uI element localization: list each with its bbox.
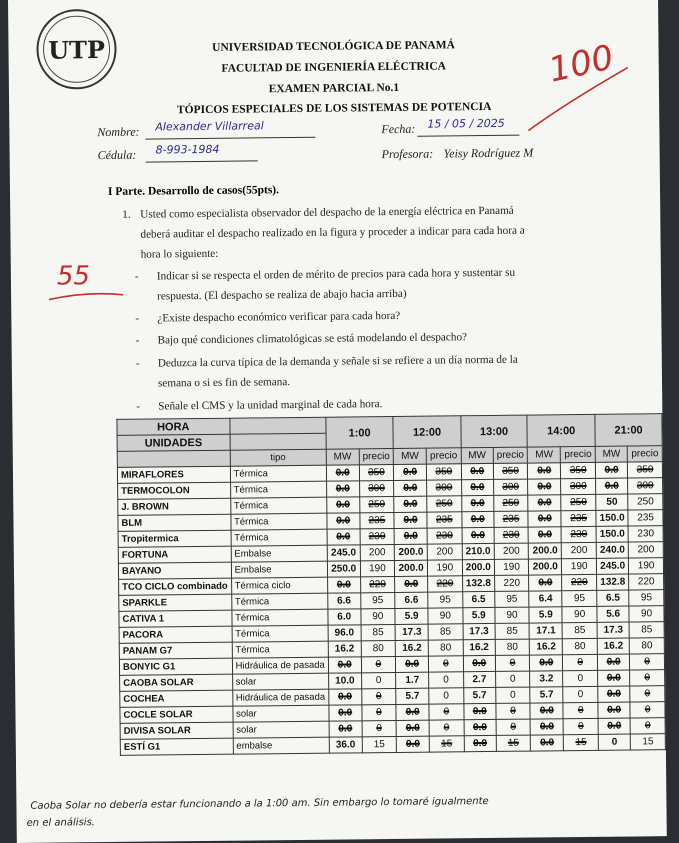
mw-cell: 6.5 (462, 591, 494, 607)
id-label: Cédula: (97, 147, 137, 163)
precio-cell: 85 (629, 622, 664, 638)
unit-name: Tropitermica (118, 530, 231, 547)
handwritten-note-line-1: Caoba Solar no debería estar funcionando a la 1:00 am. Sin embargo lo tomaré igualmente (30, 796, 489, 812)
precio-cell: 85 (361, 624, 396, 640)
unit-name: BAYANO (118, 562, 231, 579)
handwritten-note-line-2: en el análisis. (26, 817, 95, 829)
precio-cell: 190 (360, 560, 395, 576)
precio-cell: 0 (361, 704, 396, 720)
precio-header: precio (627, 446, 662, 462)
mw-cell: 5.6 (597, 606, 629, 622)
professor-label: Profesora: (381, 146, 434, 162)
precio-cell: 0 (495, 671, 530, 687)
mw-cell: 0.0 (598, 670, 630, 686)
unit-name: CATIVA 1 (119, 610, 232, 627)
precio-cell: 350 (628, 462, 663, 478)
mw-cell: 17.1 (529, 623, 562, 639)
mw-cell: 50 (596, 494, 628, 510)
precio-cell: 0 (630, 718, 665, 734)
mw-cell: 17.3 (463, 623, 495, 639)
precio-cell: 80 (428, 640, 463, 656)
mw-header: MW (461, 447, 493, 463)
exam-sheet (8, 0, 667, 843)
mw-cell: 150.0 (596, 526, 628, 542)
mw-cell: 0.0 (396, 736, 429, 752)
mw-cell: 10.0 (328, 673, 361, 689)
mw-cell: 0.0 (529, 575, 562, 591)
part-grade-underline (47, 289, 127, 304)
mw-cell: 0.0 (595, 462, 627, 478)
precio-cell: 0 (563, 654, 598, 670)
mw-cell: 0.0 (462, 511, 494, 527)
mw-cell: 0.0 (327, 577, 360, 593)
faculty-title: FACULTAD DE INGENIERÍA ELÉCTRICA (221, 60, 446, 75)
precio-cell: 15 (564, 734, 599, 750)
precio-cell: 0 (496, 687, 531, 703)
precio-cell: 0 (563, 670, 598, 686)
mw-cell: 132.8 (462, 575, 494, 591)
mw-header: MW (326, 449, 359, 465)
mw-cell: 5.9 (463, 607, 495, 623)
mw-cell: 16.2 (597, 638, 629, 654)
precio-cell: 230 (494, 527, 529, 543)
exam-title: EXAMEN PARCIAL No.1 (268, 81, 400, 96)
unit-type: solar (233, 721, 329, 738)
mw-cell: 240.0 (596, 542, 628, 558)
university-title: UNIVERSIDAD TECNOLÓGICA DE PANAMÁ (212, 39, 455, 54)
precio-cell: 90 (360, 608, 395, 624)
unit-name: CAOBA SOLAR (120, 674, 233, 691)
unit-type: Térmica ciclo (231, 577, 327, 594)
blank-header-cell (230, 433, 326, 450)
bullet-3: Bajo qué condiciones climatológicas se está modelando el despacho? (157, 331, 468, 347)
precio-cell: 350 (359, 464, 394, 480)
mw-cell: 0.0 (395, 576, 428, 592)
unit-type: Térmica (230, 497, 326, 514)
mw-cell: 245.0 (596, 558, 628, 574)
precio-cell: 200 (628, 542, 663, 558)
unit-type: Embalse (231, 561, 327, 578)
precio-cell: 250 (359, 496, 394, 512)
mw-cell: 6.4 (529, 591, 562, 607)
precio-cell: 80 (495, 639, 530, 655)
precio-cell: 85 (495, 623, 530, 639)
mw-header: MW (527, 447, 560, 463)
name-label: Nombre: (97, 124, 140, 140)
precio-cell: 200 (360, 544, 395, 560)
unit-name: DIVISA SOLAR (120, 722, 233, 739)
precio-cell: 80 (563, 638, 598, 654)
precio-cell: 190 (629, 558, 664, 574)
precio-cell: 0 (563, 686, 598, 702)
precio-header: precio (561, 446, 596, 462)
precio-cell: 235 (561, 510, 596, 526)
bullet-dash: - (135, 312, 140, 325)
precio-cell: 350 (426, 464, 461, 480)
unit-type: Térmica (230, 481, 326, 498)
mw-cell: 0.0 (328, 657, 361, 673)
bullet-4-line-1: Deduzca la curva típica de la demanda y señale si se refiere a un día norma de la (157, 353, 518, 370)
question-line-2: deberá auditar el despacho realizado en la figura y proceder a indicar para cada hora a (140, 224, 525, 241)
mw-cell: 0.0 (327, 497, 360, 513)
precio-cell: 0 (630, 654, 665, 670)
precio-cell: 80 (629, 638, 664, 654)
unit-name: COCHEA (120, 690, 233, 707)
precio-cell: 250 (494, 495, 529, 511)
mw-cell: 0.0 (327, 513, 360, 529)
mw-cell: 0.0 (394, 496, 427, 512)
precio-cell: 0 (630, 686, 665, 702)
precio-cell: 190 (427, 560, 462, 576)
total-grade: 100 (545, 37, 618, 91)
mw-cell: 0.0 (463, 655, 495, 671)
unit-name: BONYIC G1 (119, 658, 232, 675)
mw-cell: 6.6 (328, 593, 361, 609)
hour-header: 21:00 (595, 414, 662, 447)
precio-cell: 90 (495, 607, 530, 623)
name-value: Alexander Villarreal (155, 119, 264, 134)
hour-header: 1:00 (326, 416, 394, 449)
precio-cell: 220 (494, 575, 529, 591)
precio-cell: 0 (429, 672, 464, 688)
mw-cell: 150.0 (596, 510, 628, 526)
precio-cell: 220 (629, 574, 664, 590)
precio-cell: 220 (562, 574, 597, 590)
mw-cell: 0.0 (530, 703, 563, 719)
mw-cell: 6.0 (328, 609, 361, 625)
precio-cell: 80 (361, 640, 396, 656)
precio-cell: 250 (628, 494, 663, 510)
mw-cell: 0.0 (329, 721, 362, 737)
precio-cell: 190 (494, 559, 529, 575)
unit-type: solar (232, 673, 328, 690)
precio-cell: 90 (629, 606, 664, 622)
id-value: 8-993-1984 (155, 142, 220, 157)
unit-type: embalse (233, 737, 329, 754)
unit-type: Hidráulica de pasada (232, 689, 328, 706)
unit-name: MIRAFLORES (117, 466, 230, 483)
precio-cell: 300 (359, 480, 394, 496)
precio-cell: 235 (628, 510, 663, 526)
mw-cell: 1.7 (396, 672, 429, 688)
precio-cell: 0 (496, 719, 531, 735)
precio-cell: 0 (429, 720, 464, 736)
mw-cell: 16.2 (395, 640, 428, 656)
bullet-2: ¿Existe despacho económico verificar para cada hora? (157, 309, 401, 325)
precio-cell: 95 (428, 592, 463, 608)
mw-cell: 0.0 (396, 704, 429, 720)
question-line-1: Usted como especialista observador del despacho de la energía eléctrica en Panamá (140, 204, 514, 221)
mw-cell: 96.0 (328, 625, 361, 641)
unit-name: PANAM G7 (119, 642, 232, 659)
mw-cell: 200.0 (529, 559, 562, 575)
mw-cell: 6.5 (597, 590, 629, 606)
precio-cell: 250 (561, 494, 596, 510)
precio-cell: 0 (361, 672, 396, 688)
grade-check-mark (524, 63, 635, 134)
mw-cell: 5.9 (529, 607, 562, 623)
unit-type: Térmica (231, 609, 327, 626)
hour-header: 13:00 (461, 415, 528, 448)
mw-cell: 5.9 (395, 608, 428, 624)
bullet-dash: - (136, 400, 141, 413)
precio-cell: 0 (429, 688, 464, 704)
mw-cell: 0.0 (461, 495, 493, 511)
mw-header: MW (595, 446, 627, 462)
precio-cell: 95 (495, 591, 530, 607)
mw-cell: 0.0 (596, 478, 628, 494)
mw-cell: 2.7 (463, 671, 495, 687)
mw-cell: 200.0 (395, 560, 428, 576)
precio-header: precio (426, 448, 461, 464)
mw-cell: 0.0 (394, 480, 427, 496)
precio-cell: 0 (495, 655, 530, 671)
mw-cell: 0.0 (394, 528, 427, 544)
date-label: Fecha: (381, 121, 416, 137)
precio-cell: 15 (362, 736, 397, 752)
part-title: I Parte. Desarrollo de casos(55pts). (107, 184, 280, 198)
unit-name: J. BROWN (118, 498, 231, 515)
precio-cell: 85 (562, 622, 597, 638)
mw-cell: 0.0 (464, 703, 496, 719)
mw-cell: 16.2 (529, 639, 562, 655)
course-title: TÓPICOS ESPECIALES DE LOS SISTEMAS DE POTENCIA (176, 100, 492, 117)
mw-cell: 0.0 (326, 481, 359, 497)
unit-name: SPARKLE (119, 594, 232, 611)
hour-header: 12:00 (393, 416, 461, 449)
unit-name: TCO CICLO combinado (119, 578, 232, 595)
precio-cell: 0 (361, 688, 396, 704)
precio-header: precio (359, 448, 394, 464)
mw-cell: 16.2 (328, 641, 361, 657)
precio-cell: 15 (496, 735, 531, 751)
mw-cell: 36.0 (329, 737, 362, 753)
mw-cell: 0.0 (462, 527, 494, 543)
bullet-5: Señale el CMS y la unidad marginal de cada hora. (158, 398, 383, 413)
precio-cell: 85 (428, 624, 463, 640)
mw-cell: 0.0 (597, 654, 629, 670)
precio-cell: 300 (561, 478, 596, 494)
precio-cell: 220 (360, 576, 395, 592)
precio-cell: 235 (427, 512, 462, 528)
precio-cell: 190 (562, 558, 597, 574)
precio-cell: 0 (563, 702, 598, 718)
mw-cell: 132.8 (597, 574, 629, 590)
mw-cell: 0.0 (329, 705, 362, 721)
mw-cell: 0.0 (329, 689, 362, 705)
mw-cell: 5.7 (396, 688, 429, 704)
mw-cell: 6.6 (395, 592, 428, 608)
bullet-dash: - (135, 334, 140, 347)
precio-cell: 0 (630, 702, 665, 718)
mw-cell: 17.3 (597, 622, 629, 638)
mw-cell: 16.2 (463, 639, 495, 655)
precio-cell: 250 (427, 496, 462, 512)
precio-cell: 230 (561, 526, 596, 542)
precio-cell: 0 (496, 703, 531, 719)
unit-name: TERMOCOLON (118, 482, 231, 499)
part-grade: 55 (56, 261, 91, 292)
mw-header: MW (393, 448, 426, 464)
mw-cell: 0.0 (598, 686, 630, 702)
question-number: 1. (122, 208, 131, 221)
mw-cell: 200.0 (528, 543, 561, 559)
blank-header-cell (229, 417, 325, 434)
precio-cell: 0 (429, 704, 464, 720)
precio-cell: 0 (428, 656, 463, 672)
mw-cell: 0.0 (394, 512, 427, 528)
unit-name: ESTÍ G1 (120, 738, 233, 755)
question-line-3: hora lo siguiente: (140, 247, 219, 261)
unit-type: Hidráulica de pasada (232, 657, 328, 674)
bullet-1-line-2: respuesta. (El despacho se realiza de abajo hacia arriba) (157, 287, 407, 303)
svg-text:UTP: UTP (47, 34, 106, 65)
unit-name: PACORA (119, 626, 232, 643)
mw-cell: 0.0 (598, 702, 630, 718)
precio-cell: 0 (361, 656, 396, 672)
mw-cell: 200.0 (394, 544, 427, 560)
unidades-header: UNIDADES (117, 434, 230, 451)
precio-cell: 0 (362, 720, 397, 736)
date-value: 15 / 05 / 2025 (427, 116, 505, 131)
unit-type: Térmica (232, 625, 328, 642)
mw-cell: 0.0 (530, 735, 563, 751)
precio-cell: 220 (428, 576, 463, 592)
precio-cell: 235 (494, 511, 529, 527)
precio-cell: 0 (563, 718, 598, 734)
precio-cell: 350 (493, 463, 528, 479)
hour-header: 14:00 (527, 414, 595, 447)
precio-cell: 300 (493, 479, 528, 495)
mw-cell: 5.7 (463, 687, 495, 703)
professor-value: Yeisy Rodríguez M (443, 145, 534, 161)
mw-cell: 3.2 (530, 671, 563, 687)
blank-header-cell (117, 450, 230, 467)
unit-type: Embalse (231, 545, 327, 562)
precio-cell: 200 (562, 542, 597, 558)
mw-cell: 0.0 (461, 479, 493, 495)
mw-cell: 0.0 (327, 529, 360, 545)
mw-cell: 5.7 (530, 687, 563, 703)
mw-cell: 0.0 (394, 464, 427, 480)
mw-cell: 0.0 (528, 463, 561, 479)
bullet-dash: - (134, 270, 139, 283)
precio-cell: 95 (562, 590, 597, 606)
mw-cell: 0.0 (461, 463, 493, 479)
bullet-4-line-2: semana o si es fin de semana. (157, 376, 291, 390)
mw-cell: 0.0 (464, 735, 496, 751)
mw-cell: 0.0 (528, 479, 561, 495)
unit-type: Térmica (232, 641, 328, 658)
unit-name: COCLE SOLAR (120, 706, 233, 723)
precio-cell: 200 (427, 544, 462, 560)
precio-cell: 300 (427, 480, 462, 496)
mw-cell: 0.0 (530, 719, 563, 735)
hora-header: HORA (117, 418, 230, 435)
tipo-header: tipo (230, 449, 326, 466)
bullet-dash: - (135, 357, 140, 370)
mw-cell: 245.0 (327, 545, 360, 561)
mw-cell: 0.0 (598, 718, 630, 734)
precio-cell: 15 (630, 734, 665, 750)
unit-type: Térmica (230, 513, 326, 530)
precio-cell: 90 (428, 608, 463, 624)
precio-cell: 350 (561, 462, 596, 478)
precio-cell: 200 (494, 543, 529, 559)
precio-cell: 95 (629, 590, 664, 606)
mw-cell: 0.0 (326, 465, 359, 481)
mw-cell: 0.0 (396, 656, 429, 672)
precio-cell: 90 (562, 606, 597, 622)
precio-cell: 230 (628, 526, 663, 542)
mw-cell: 200.0 (462, 559, 494, 575)
precio-cell: 230 (427, 528, 462, 544)
mw-cell: 0.0 (528, 527, 561, 543)
mw-cell: 0.0 (528, 511, 561, 527)
mw-cell: 0 (598, 734, 630, 750)
unit-type: Térmica (230, 465, 326, 482)
precio-cell: 15 (429, 736, 464, 752)
mw-cell: 0.0 (396, 720, 429, 736)
dispatch-table (116, 413, 665, 756)
precio-cell: 230 (360, 528, 395, 544)
precio-cell: 0 (630, 670, 665, 686)
bullet-1-line-1: Indicar si se respecta el orden de mérito de precios para cada hora y sustentar su (156, 266, 516, 283)
unit-type: Térmica (231, 593, 327, 610)
mw-cell: 17.3 (395, 624, 428, 640)
unit-name: BLM (118, 514, 231, 531)
precio-cell: 300 (628, 478, 663, 494)
precio-header: precio (493, 447, 528, 463)
unit-type: Térmica (231, 529, 327, 546)
mw-cell: 0.0 (464, 719, 496, 735)
precio-cell: 95 (360, 592, 395, 608)
mw-cell: 250.0 (327, 561, 360, 577)
precio-cell: 235 (359, 512, 394, 528)
mw-cell: 0.0 (528, 495, 561, 511)
unit-type: solar (232, 705, 328, 722)
unit-name: FORTUNA (118, 546, 231, 563)
mw-cell: 0.0 (530, 655, 563, 671)
mw-cell: 210.0 (462, 543, 494, 559)
